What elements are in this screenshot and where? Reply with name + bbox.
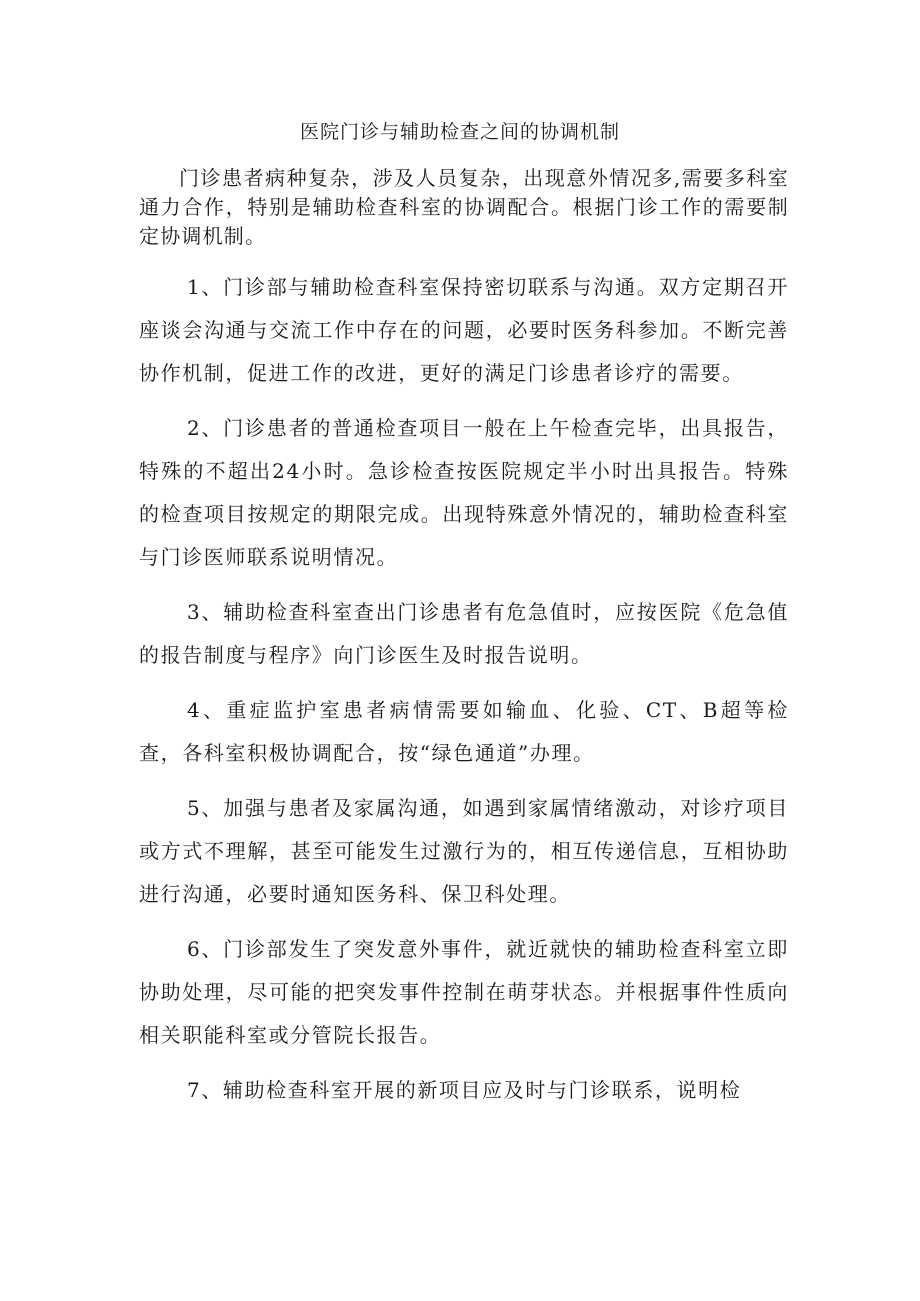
- clause-item-3: 3、辅助检查科室查出门诊患者有危急值时，应按医院《危急值的报告制度与程序》向门诊医生及时报告说明。: [139, 600, 789, 667]
- clause-item-1: 1、门诊部与辅助检查科室保持密切联系与沟通。双方定期召开座谈会沟通与交流工作中存在的问题，必要时医务科参加。不断完善协作机制，促进工作的改进，更好的满足门诊患者诊疗的需要。: [139, 275, 789, 385]
- clause-item-2: 2、门诊患者的普通检查项目一般在上午检查完毕，出具报告，特殊的不超出24小时。急诊检查按医院规定半小时出具报告。特殊的检查项目按规定的期限完成。出现特殊意外情况的，辅助检查科室与门诊医师联系说明情况。: [139, 416, 789, 569]
- clause-list: [139, 266, 789, 1124]
- intro-paragraph: 门诊患者病种复杂，涉及人员复杂，出现意外情况多,需要多科室通力合作，特别是辅助检查科室的协调配合。根据门诊工作的需要制定协调机制。: [139, 166, 789, 248]
- document-title: 医院门诊与辅助检查之间的协调机制: [299, 121, 620, 143]
- clause-item-5: 5、加强与患者及家属沟通，如遇到家属情绪激动，对诊疗项目或方式不理解，甚至可能发生过激行为的，相互传递信息，互相协助进行沟通，必要时通知医务科、保卫科处理。: [139, 796, 789, 906]
- clause-item-6: 6、门诊部发生了突发意外事件，就近就快的辅助检查科室立即协助处理，尽可能的把突发事件控制在萌芽状态。并根据事件性质向相关职能科室或分管院长报告。: [139, 937, 789, 1047]
- clause-item-7: 7、辅助检查科室开展的新项目应及时与门诊联系，说明检: [187, 1078, 742, 1102]
- clause-item-4: 4、重症监护室患者病情需要如输血、化验、CT、B超等检查，各科室积极协调配合，按“绿色通道”办理。: [139, 698, 789, 765]
